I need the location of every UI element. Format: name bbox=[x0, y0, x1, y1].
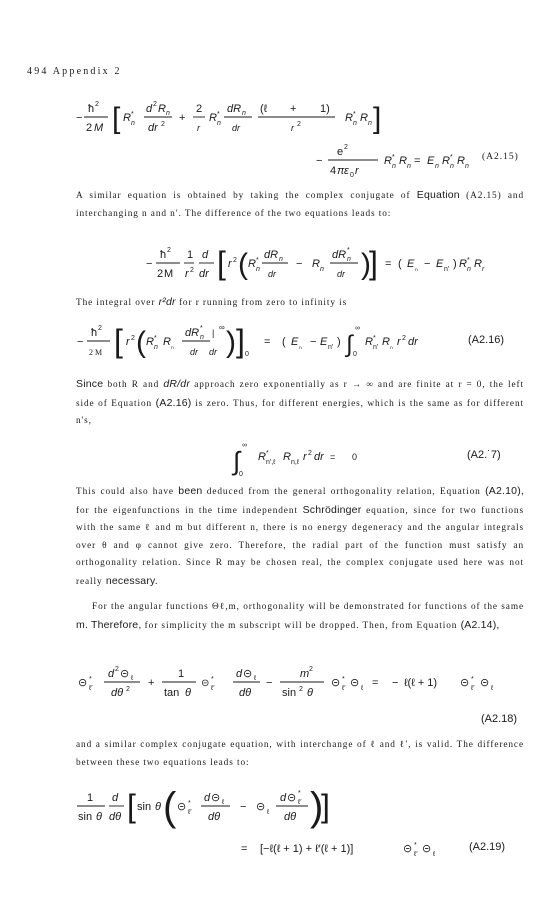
svg-text:*: * bbox=[131, 111, 134, 118]
svg-text:n: n bbox=[368, 120, 372, 127]
equation-a2-15 bbox=[0, 92, 558, 179]
svg-text:(: ( bbox=[238, 248, 248, 281]
svg-text:2: 2 bbox=[115, 666, 119, 673]
svg-text:d: d bbox=[204, 792, 211, 804]
svg-text:ℓ′: ℓ′ bbox=[342, 685, 346, 692]
svg-text:n′: n′ bbox=[373, 344, 379, 351]
svg-text:⊝: ⊝ bbox=[422, 843, 432, 855]
equation-a2-17 bbox=[0, 436, 558, 486]
svg-text:2 M: 2 M bbox=[89, 348, 103, 357]
svg-text:*: * bbox=[414, 842, 417, 849]
paragraph bbox=[76, 737, 524, 772]
text-run: Since bbox=[76, 378, 104, 390]
svg-text:⊝: ⊝ bbox=[331, 677, 341, 689]
svg-text:=: = bbox=[330, 452, 336, 462]
svg-text:R: R bbox=[459, 258, 467, 270]
svg-text:R: R bbox=[146, 336, 154, 348]
paragraph bbox=[76, 599, 524, 635]
svg-text:−: − bbox=[266, 677, 273, 689]
svg-text:*: * bbox=[154, 335, 157, 342]
svg-text:*: * bbox=[256, 257, 259, 264]
svg-text:E: E bbox=[320, 336, 328, 348]
svg-text:]: ] bbox=[321, 788, 330, 824]
svg-text:r: r bbox=[291, 123, 294, 133]
svg-text:): ) bbox=[361, 248, 371, 281]
svg-text:d: d bbox=[108, 668, 115, 680]
svg-text:ε: ε bbox=[344, 165, 349, 177]
svg-text:⊝: ⊝ bbox=[243, 668, 253, 680]
svg-text:⊝: ⊝ bbox=[403, 843, 413, 855]
svg-text:R: R bbox=[163, 336, 171, 348]
svg-text:E: E bbox=[291, 336, 299, 348]
svg-text:n: n bbox=[154, 344, 158, 351]
svg-text:m: m bbox=[300, 668, 310, 680]
svg-text:dr: dr bbox=[337, 269, 346, 279]
svg-text:|: | bbox=[212, 328, 215, 338]
text-run: (A2.15) and interchanging n and n′. The difference of the two equations leads to: bbox=[76, 191, 524, 219]
svg-text:(: ( bbox=[136, 326, 146, 359]
svg-text:dr: dr bbox=[148, 122, 158, 134]
svg-text:[: [ bbox=[112, 102, 121, 135]
text-run: been bbox=[178, 485, 203, 497]
svg-text:ℓ′: ℓ′ bbox=[188, 809, 192, 816]
equation-number: (A2.16) bbox=[468, 334, 505, 346]
svg-text:ℓ′: ℓ′ bbox=[211, 685, 215, 692]
svg-text:−: − bbox=[240, 801, 247, 813]
equation-a2-19 bbox=[0, 780, 558, 870]
svg-text:2: 2 bbox=[157, 268, 164, 280]
text-run: Schrödinger bbox=[302, 503, 362, 516]
text-run: The integral over bbox=[76, 298, 156, 308]
svg-text:*: * bbox=[471, 676, 474, 683]
svg-text:n: n bbox=[392, 163, 396, 170]
svg-text:+: + bbox=[148, 677, 155, 689]
svg-text:⊝: ⊝ bbox=[211, 792, 221, 804]
svg-text:sin: sin bbox=[78, 811, 93, 823]
svg-text:M: M bbox=[164, 268, 174, 280]
svg-text:=: = bbox=[385, 258, 392, 270]
svg-text:∞: ∞ bbox=[355, 325, 360, 332]
svg-text:*: * bbox=[266, 450, 269, 457]
svg-text:): ) bbox=[226, 326, 236, 359]
svg-text:2: 2 bbox=[167, 247, 171, 254]
svg-text:*: * bbox=[188, 800, 191, 807]
svg-text:R: R bbox=[399, 155, 407, 167]
text-run: m. Therefore, bbox=[76, 618, 142, 631]
svg-text:): ) bbox=[453, 258, 457, 270]
svg-text:+: + bbox=[290, 103, 297, 115]
svg-text:]: ] bbox=[369, 245, 378, 281]
svg-text:dr: dr bbox=[190, 347, 199, 357]
svg-text:ₙ: ₙ bbox=[171, 344, 174, 351]
svg-text:R: R bbox=[158, 103, 166, 115]
svg-text:]: ] bbox=[236, 323, 245, 359]
svg-text:*: * bbox=[217, 111, 220, 118]
equation-a2-15-graphic bbox=[0, 92, 558, 179]
svg-text:e: e bbox=[337, 146, 344, 158]
text-run: and a similar complex conjugate equation, with interchange of ℓ and ℓ′, is valid. The difference between these two equations leads to: bbox=[76, 740, 524, 768]
svg-text:r: r bbox=[228, 258, 232, 270]
svg-text:[: [ bbox=[127, 788, 136, 824]
svg-text:⊝: ⊝ bbox=[287, 792, 297, 804]
text-run: For the angular functions Θℓ,m, orthogonality will be demonstrated for functions of the same bbox=[92, 602, 524, 612]
svg-text:⊝: ⊝ bbox=[120, 668, 130, 680]
svg-text:θ: θ bbox=[96, 811, 102, 823]
svg-text:dθ: dθ bbox=[208, 811, 221, 823]
svg-text:n: n bbox=[407, 163, 411, 170]
svg-text:R: R bbox=[123, 112, 131, 124]
svg-text:*: * bbox=[353, 111, 356, 118]
svg-text:=: = bbox=[372, 677, 379, 689]
text-run: (A2.16) bbox=[155, 396, 192, 409]
svg-text:R: R bbox=[248, 258, 256, 270]
svg-text:−: − bbox=[316, 155, 323, 167]
svg-text:dr: dr bbox=[199, 268, 209, 280]
svg-text:2: 2 bbox=[299, 686, 303, 693]
equation-a2-17-graphic bbox=[0, 436, 558, 486]
svg-text:dr: dr bbox=[314, 451, 324, 463]
svg-text:0: 0 bbox=[245, 351, 249, 358]
svg-text:n: n bbox=[467, 266, 471, 273]
svg-text:R: R bbox=[457, 155, 465, 167]
svg-text:r: r bbox=[355, 165, 359, 177]
svg-text:1: 1 bbox=[87, 792, 94, 804]
equation-a2-16 bbox=[0, 316, 558, 366]
svg-text:2: 2 bbox=[86, 122, 93, 134]
text-run: for simplicity the m subscript will be dropped. Then, from Equation bbox=[144, 620, 458, 631]
svg-text:ₙ: ₙ bbox=[415, 266, 418, 273]
text-run: This could also have bbox=[76, 487, 174, 497]
svg-text:ℓ: ℓ bbox=[131, 675, 134, 682]
svg-text:ℓ: ℓ bbox=[491, 685, 494, 692]
svg-text:+: + bbox=[179, 112, 186, 124]
svg-text:−: − bbox=[146, 258, 153, 270]
svg-text:−: − bbox=[392, 677, 399, 689]
svg-text:ₙ: ₙ bbox=[390, 344, 393, 351]
svg-text:1: 1 bbox=[178, 668, 185, 680]
svg-text:r: r bbox=[197, 123, 200, 133]
svg-text:dθ: dθ bbox=[284, 811, 297, 823]
text-run: equation, since for two functions with the same ℓ and m but different n, there is no energy degeneracy and the angular integrals over θ and φ cannot give zero. Therefore, the radial part of the function must satisfy an orthogonality relation. Since R may be chosen real, the complex conjugate used here was not really bbox=[76, 505, 524, 587]
svg-text:(: ( bbox=[282, 336, 286, 348]
svg-text:dr: dr bbox=[232, 123, 241, 133]
svg-text:ℓ(ℓ + 1): ℓ(ℓ + 1) bbox=[404, 677, 438, 689]
svg-text:(ℓ: (ℓ bbox=[260, 103, 268, 115]
svg-text:n′: n′ bbox=[444, 266, 450, 273]
svg-text:sin: sin bbox=[282, 687, 297, 699]
svg-text:⊝: ⊝ bbox=[78, 677, 88, 689]
svg-text:=: = bbox=[414, 155, 421, 167]
svg-text:*: * bbox=[450, 154, 453, 161]
svg-text:[: [ bbox=[217, 245, 226, 281]
svg-text:2: 2 bbox=[309, 666, 313, 673]
svg-text:θ: θ bbox=[155, 801, 161, 813]
svg-text:⊝: ⊝ bbox=[177, 801, 187, 813]
svg-text:2: 2 bbox=[297, 121, 301, 128]
svg-text:2: 2 bbox=[153, 101, 157, 108]
svg-text:*: * bbox=[392, 154, 395, 161]
svg-text:⊝: ⊝ bbox=[201, 678, 210, 689]
svg-text:*: * bbox=[200, 325, 203, 332]
svg-text:ℓ′: ℓ′ bbox=[414, 851, 418, 858]
paragraph bbox=[76, 483, 524, 592]
text-run: necessary. bbox=[105, 574, 158, 587]
svg-text:ħ: ħ bbox=[91, 327, 98, 339]
svg-text:1): 1) bbox=[320, 103, 330, 115]
svg-text:R: R bbox=[345, 112, 353, 124]
svg-text:n: n bbox=[279, 256, 283, 263]
svg-text:4: 4 bbox=[330, 165, 337, 177]
svg-text:R: R bbox=[382, 336, 390, 348]
svg-text:M: M bbox=[94, 122, 104, 134]
svg-text:ℓ: ℓ bbox=[361, 685, 364, 692]
svg-text:r: r bbox=[303, 451, 307, 463]
svg-text:E: E bbox=[407, 258, 415, 270]
svg-text:n: n bbox=[347, 256, 351, 263]
svg-text:2: 2 bbox=[98, 325, 102, 332]
svg-text:n: n bbox=[435, 163, 439, 170]
svg-text:r: r bbox=[397, 336, 401, 348]
equation-a2-19-graphic bbox=[0, 780, 558, 870]
svg-text:dθ: dθ bbox=[239, 687, 252, 699]
text-run: (A2.14), bbox=[460, 618, 500, 631]
svg-text:dr: dr bbox=[408, 336, 418, 348]
svg-text:]: ] bbox=[373, 102, 382, 135]
svg-text:⊝: ⊝ bbox=[460, 677, 470, 689]
svg-text:sin: sin bbox=[137, 801, 152, 813]
svg-text:−: − bbox=[310, 336, 317, 348]
svg-text:ℓ′: ℓ′ bbox=[298, 799, 302, 806]
svg-text:⊝: ⊝ bbox=[480, 677, 490, 689]
svg-text:R: R bbox=[258, 451, 266, 463]
paragraph bbox=[76, 376, 524, 431]
svg-text:dθ: dθ bbox=[109, 811, 122, 823]
svg-text:R: R bbox=[360, 112, 368, 124]
svg-text:n: n bbox=[200, 334, 204, 341]
running-header: 494 Appendix 2 bbox=[27, 66, 122, 77]
svg-text:R: R bbox=[283, 451, 291, 463]
svg-text:r: r bbox=[185, 268, 189, 280]
svg-text:n: n bbox=[131, 120, 135, 127]
svg-text:tan: tan bbox=[164, 687, 180, 699]
svg-text:∞: ∞ bbox=[242, 442, 247, 449]
svg-text:2: 2 bbox=[131, 335, 135, 342]
text-run: for the eigenfunctions in the time independent bbox=[76, 505, 298, 516]
text-run: A similar equation is obtained by taking the complex conjugate of bbox=[76, 191, 411, 201]
svg-text:d: d bbox=[202, 249, 209, 261]
equation-number: (A2.18) bbox=[481, 713, 518, 725]
svg-text:*: * bbox=[298, 790, 301, 797]
equation-difference-radial bbox=[0, 238, 558, 288]
text-run: r²dr bbox=[158, 296, 176, 308]
text-run: Equation bbox=[416, 189, 460, 201]
svg-text:ħ: ħ bbox=[88, 103, 95, 115]
svg-text:∫: ∫ bbox=[233, 446, 241, 476]
svg-text:d: d bbox=[112, 792, 119, 804]
svg-text:(: ( bbox=[163, 785, 177, 829]
svg-text:0: 0 bbox=[352, 452, 358, 462]
text-run: dR/dr bbox=[163, 378, 191, 390]
svg-text:(: ( bbox=[398, 258, 402, 270]
paragraph bbox=[76, 187, 524, 223]
svg-text:n: n bbox=[256, 266, 260, 273]
svg-text:0: 0 bbox=[353, 351, 357, 358]
svg-text:*: * bbox=[467, 257, 470, 264]
svg-text:R: R bbox=[442, 155, 450, 167]
svg-text:[: [ bbox=[114, 323, 123, 359]
text-run: is zero. Thus, for different energies, which is the same as for different n's, bbox=[76, 398, 524, 427]
svg-text:dR: dR bbox=[264, 249, 279, 261]
svg-text:dR: dR bbox=[227, 103, 242, 115]
svg-text:=: = bbox=[241, 843, 248, 855]
svg-text:dr: dr bbox=[268, 269, 277, 279]
svg-text:*: * bbox=[89, 676, 92, 683]
svg-text:dR: dR bbox=[332, 249, 347, 261]
svg-text:E: E bbox=[436, 258, 444, 270]
svg-text:d: d bbox=[236, 668, 243, 680]
svg-text:⊝: ⊝ bbox=[256, 801, 266, 813]
svg-text:d: d bbox=[146, 103, 153, 115]
svg-text:=: = bbox=[264, 336, 271, 348]
svg-text:ℓ′: ℓ′ bbox=[471, 685, 475, 692]
svg-text:*: * bbox=[347, 247, 350, 254]
svg-text:−: − bbox=[296, 258, 303, 270]
svg-text:n: n bbox=[320, 266, 324, 273]
svg-text:ₙ: ₙ bbox=[299, 344, 302, 351]
svg-text:2: 2 bbox=[95, 101, 99, 108]
svg-text:∫: ∫ bbox=[346, 331, 353, 358]
svg-text:n: n bbox=[217, 120, 221, 127]
svg-text:2: 2 bbox=[196, 103, 203, 115]
svg-text:dθ: dθ bbox=[111, 687, 124, 699]
svg-text:2: 2 bbox=[126, 686, 130, 693]
text-run: approach zero exponentially as r → ∞ and are finite at r = 0, the left side of Equation bbox=[76, 380, 524, 409]
svg-text:*: * bbox=[211, 676, 214, 683]
svg-text:): ) bbox=[337, 336, 341, 348]
equation-number: (A2.˙7) bbox=[467, 449, 501, 461]
svg-text:*: * bbox=[373, 335, 376, 342]
paragraph bbox=[76, 294, 524, 313]
svg-text:θ: θ bbox=[185, 687, 191, 699]
equation-difference-radial-graphic bbox=[0, 238, 558, 288]
svg-text:*: * bbox=[342, 676, 345, 683]
svg-text:ħ: ħ bbox=[160, 249, 167, 261]
svg-text:n,ℓ: n,ℓ bbox=[291, 459, 300, 466]
svg-text:n: n bbox=[242, 110, 246, 117]
svg-text:2: 2 bbox=[402, 335, 406, 342]
equation-number: (A2.15) bbox=[482, 152, 519, 162]
svg-text:R: R bbox=[209, 112, 217, 124]
svg-text:dr: dr bbox=[209, 347, 218, 357]
svg-text:∞: ∞ bbox=[219, 323, 225, 332]
svg-text:r: r bbox=[482, 266, 485, 273]
svg-text:1: 1 bbox=[187, 249, 194, 261]
svg-text:2: 2 bbox=[161, 121, 165, 128]
text-run: both R and bbox=[107, 380, 160, 390]
equation-a2-18-graphic bbox=[0, 656, 558, 706]
svg-text:dR: dR bbox=[185, 327, 200, 339]
text-run: deduced from the general orthogonality relation, Equation bbox=[206, 487, 481, 497]
svg-text:d: d bbox=[280, 792, 287, 804]
svg-text:n′: n′ bbox=[328, 344, 334, 351]
svg-text:⊝: ⊝ bbox=[350, 677, 360, 689]
svg-text:0: 0 bbox=[239, 471, 243, 478]
svg-text:R: R bbox=[384, 155, 392, 167]
svg-text:−: − bbox=[76, 112, 83, 124]
svg-text:R: R bbox=[365, 336, 373, 348]
svg-text:−: − bbox=[77, 336, 84, 348]
svg-text:R: R bbox=[474, 258, 482, 270]
svg-text:0: 0 bbox=[350, 172, 354, 179]
svg-text:θ: θ bbox=[307, 687, 313, 699]
svg-text:n: n bbox=[166, 110, 170, 117]
svg-text:−: − bbox=[424, 258, 431, 270]
svg-text:π: π bbox=[337, 165, 345, 177]
svg-text:E: E bbox=[427, 155, 435, 167]
svg-text:2: 2 bbox=[233, 257, 237, 264]
svg-text:ℓ: ℓ bbox=[267, 809, 270, 816]
svg-text:n′,ℓ: n′,ℓ bbox=[266, 459, 276, 466]
svg-text:): ) bbox=[310, 785, 324, 829]
svg-text:r: r bbox=[126, 336, 130, 348]
text-run: (A2.10), bbox=[485, 485, 525, 497]
svg-text:n: n bbox=[465, 163, 469, 170]
text-run: for r running from zero to infinity is bbox=[178, 298, 348, 308]
svg-text:2: 2 bbox=[344, 144, 348, 151]
svg-text:[−ℓ(ℓ + 1) + ℓ′(ℓ + 1)]: [−ℓ(ℓ + 1) + ℓ′(ℓ + 1)] bbox=[260, 843, 354, 855]
svg-text:ℓ′: ℓ′ bbox=[89, 685, 93, 692]
svg-text:2: 2 bbox=[190, 267, 194, 274]
svg-text:n: n bbox=[450, 163, 454, 170]
equation-number: (A2.19) bbox=[469, 841, 506, 853]
svg-text:R: R bbox=[312, 258, 320, 270]
svg-text:2: 2 bbox=[308, 450, 312, 457]
svg-text:n: n bbox=[353, 120, 357, 127]
svg-text:ℓ: ℓ bbox=[254, 675, 257, 682]
svg-text:ℓ: ℓ bbox=[433, 851, 436, 858]
svg-text:ℓ: ℓ bbox=[222, 799, 225, 806]
equation-a2-18 bbox=[0, 656, 558, 728]
